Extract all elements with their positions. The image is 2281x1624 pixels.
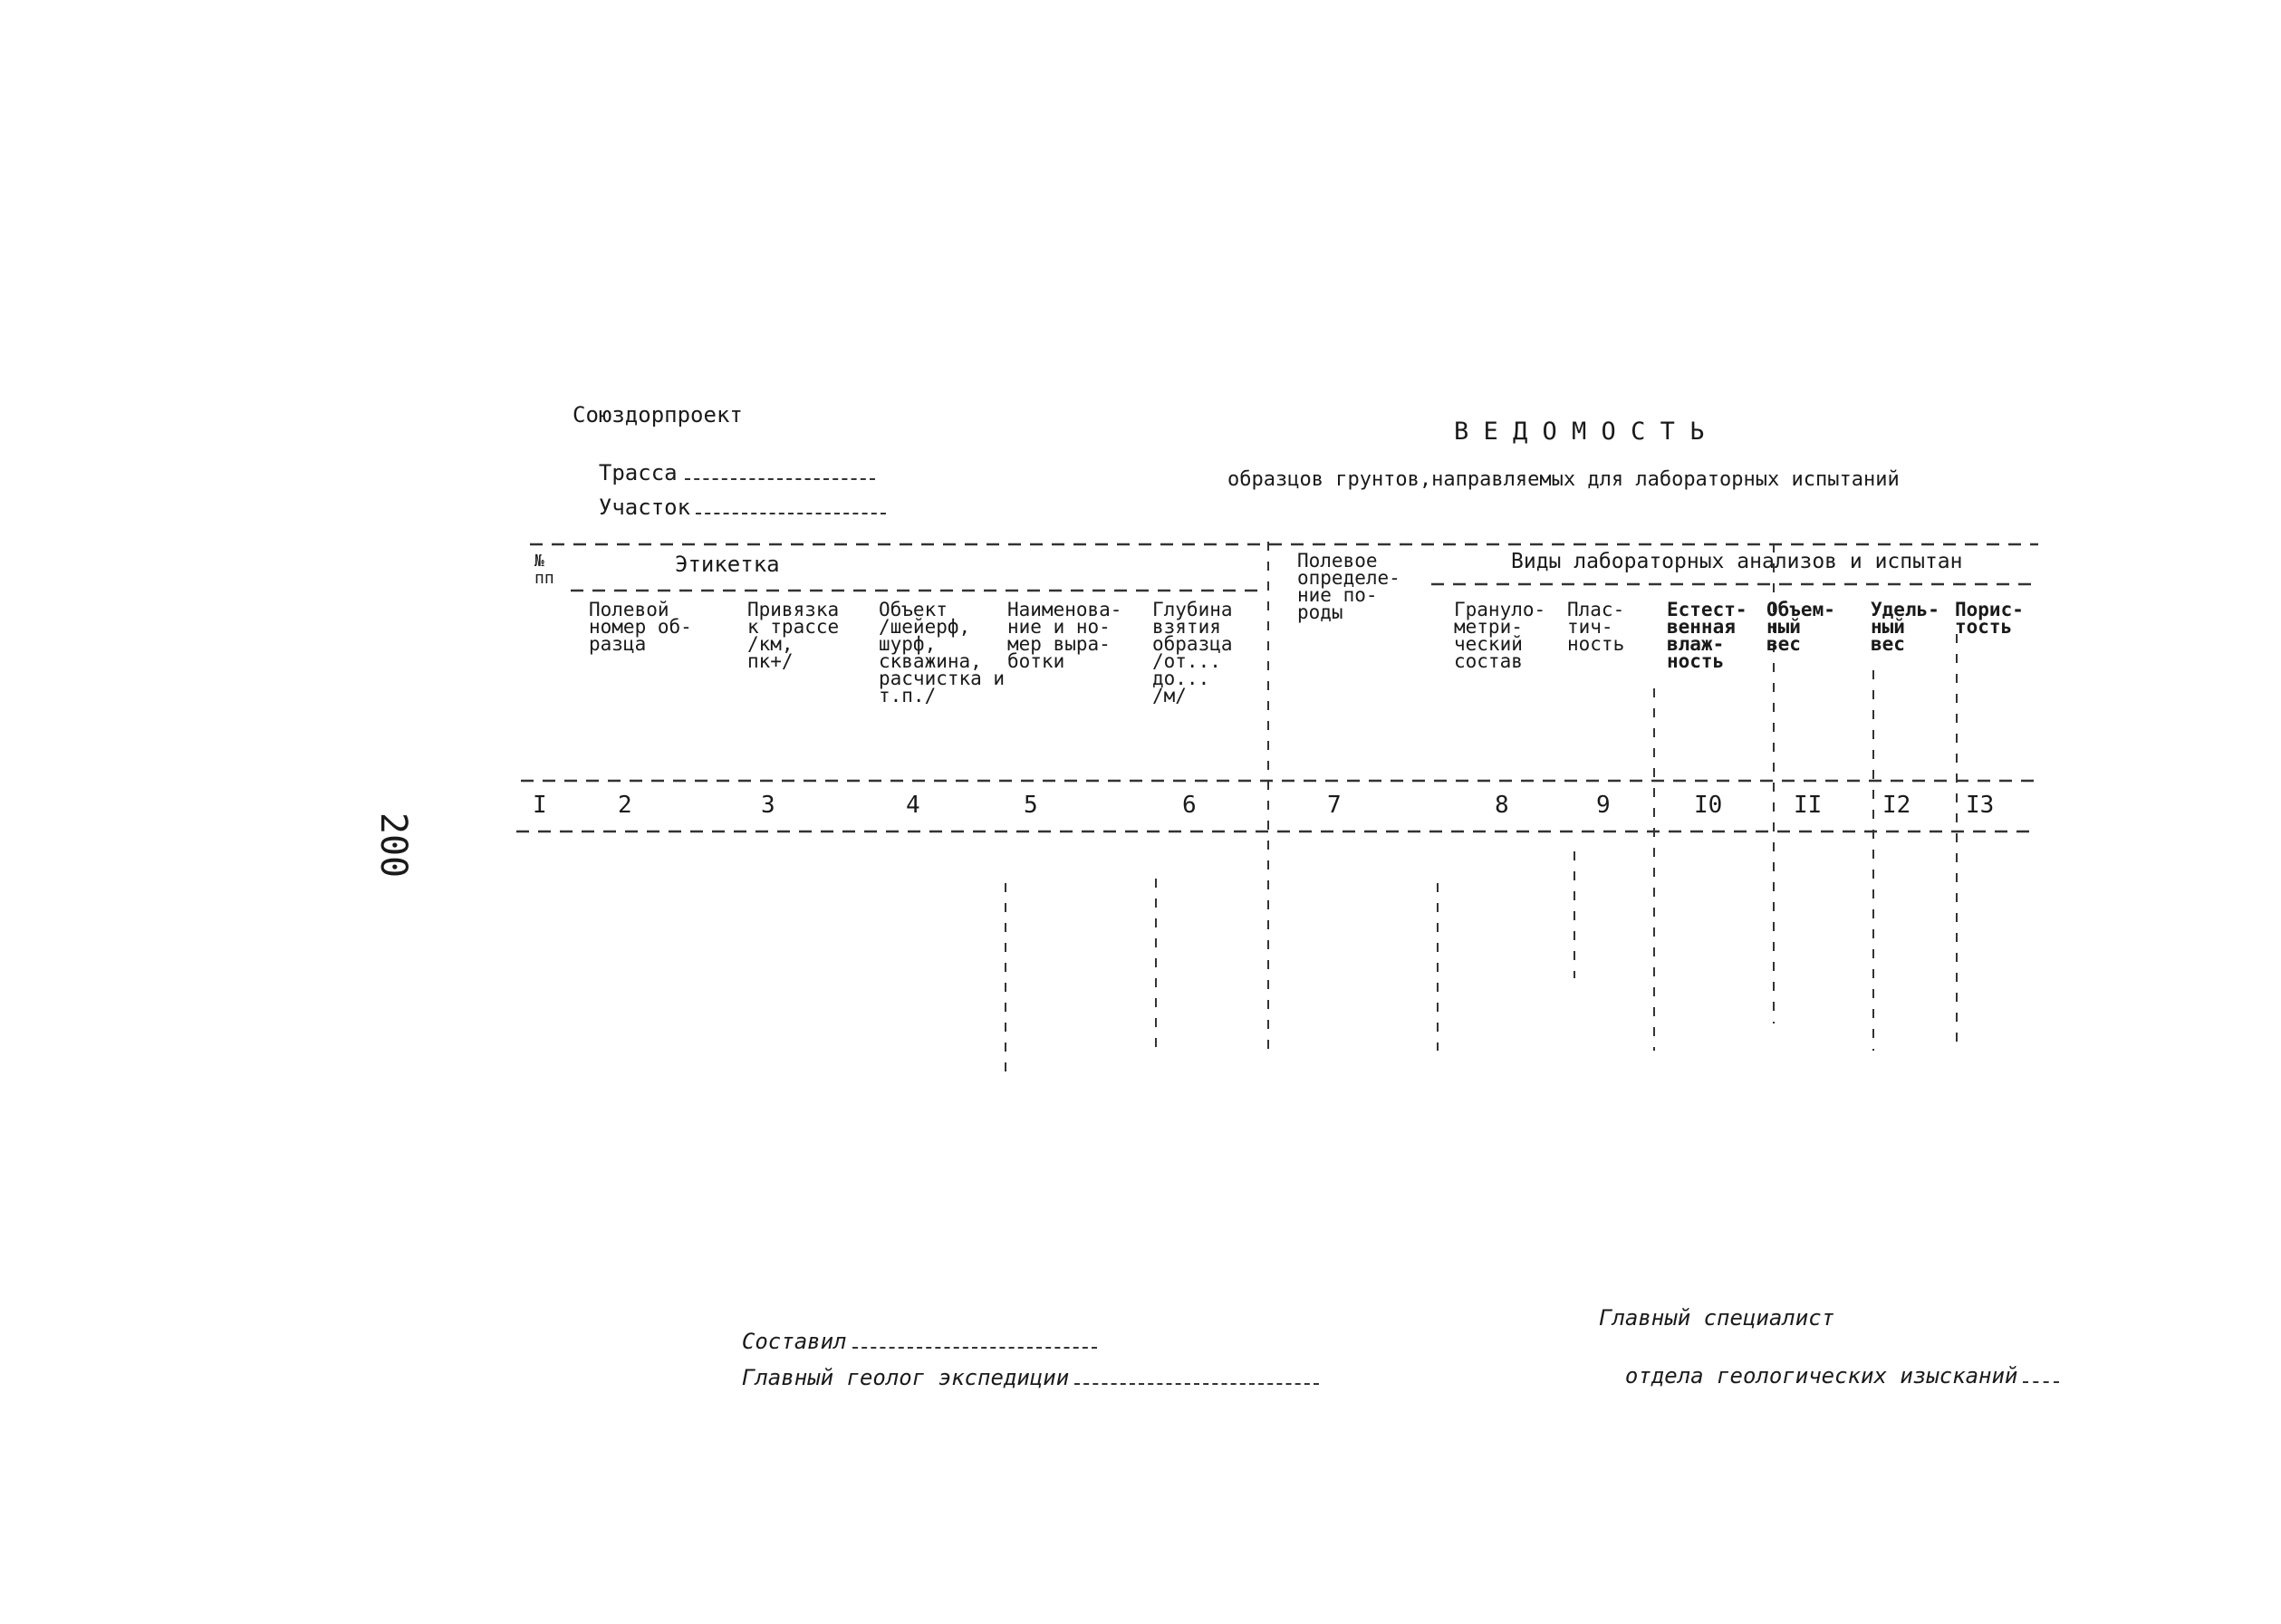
column-number-9: 9 [1596,792,1611,819]
organization-name: Союздорпроект [573,402,743,428]
column-number-2: 2 [618,792,632,819]
document-subtitle: образцов грунтов,направляемых для лабораторных испытаний [1227,468,1900,491]
column-number-8: 8 [1495,792,1509,819]
column-header-grain-size: Грануло- метри- ческий состав [1454,599,1546,672]
column-number-3: 3 [761,792,775,819]
column-header-porosity: Порис- тость [1955,599,2024,638]
column-header-field-number: Полевой номер об- разца [589,599,692,655]
chief-specialist-line2: отдела геологических изысканий [1624,1363,2018,1389]
lab-group-header: Виды лабораторных анализов и испытан [1511,550,1963,573]
column-number-11: II [1794,792,1823,819]
column-header-route-binding: Привязка к трассе /км, пк+/ [747,599,840,672]
column-header-excavation-name: Наименова- ние и но- мер выра- ботки [1007,599,1122,672]
column-number-5: 5 [1024,792,1038,819]
column-number-7: 7 [1327,792,1342,819]
compiled-by-label: Составил [741,1329,847,1354]
column-number-13: I3 [1966,792,1995,819]
chief-geologist-field [716,1345,1319,1389]
page-number: 200 [372,812,415,879]
column-number-1: I [533,792,547,819]
document-title: В Е Д О М О С Т Ь [1454,418,1705,446]
column-number-6: 6 [1182,792,1197,819]
column-header-specific-weight: Удель- ный вес [1871,599,1939,655]
column-number-10: I0 [1694,792,1723,819]
chief-specialist-field [1599,1343,2059,1387]
column-number-12: I2 [1882,792,1911,819]
column-header-natural-moisture: Естест- венная влаж- ность [1667,599,1747,672]
column-header-plasticity: Плас- тич- ность [1567,599,1625,655]
chief-specialist-line1: Главный специалист [1599,1305,1835,1331]
column-header-field-determination: Полевое определе- ние по- роды [1297,550,1400,623]
column-header-row-number: № пп [534,552,554,588]
section-label: Участок [598,495,691,520]
route-label: Трасса [598,460,678,485]
chief-geologist-label: Главный геолог экспедиции [741,1365,1070,1390]
label-group-header: Этикетка [675,552,780,577]
column-header-bulk-weight: Объем- ный вес [1766,599,1835,655]
chief-geologist-blank [1074,1383,1319,1385]
column-header-object: Объект /шейерф, шурф, скважина, расчистка и т.п./ [879,599,1006,706]
column-number-4: 4 [906,792,920,819]
column-header-sampling-depth: Глубина взятия образца /от... до... /м/ [1152,599,1233,706]
chief-specialist-blank [2023,1381,2059,1383]
